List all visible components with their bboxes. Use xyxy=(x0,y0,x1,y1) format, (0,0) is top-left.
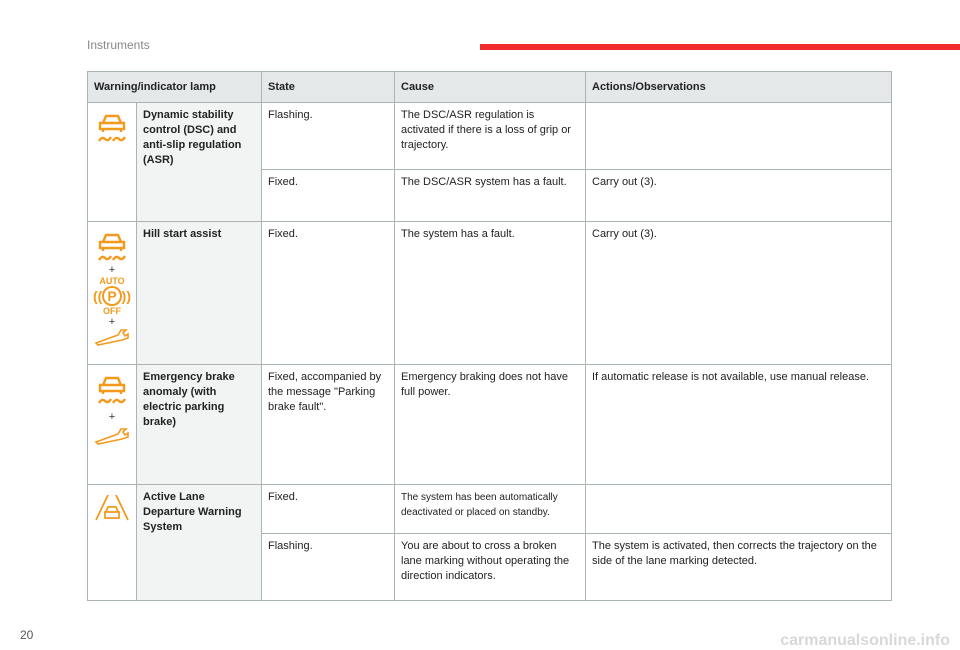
lamp-name: Dynamic stability control (DSC) and anti-slip regulation (ASR) xyxy=(137,103,262,222)
emergency-brake-icons xyxy=(88,365,137,485)
state: Fixed, accompanied by the message "Parking brake fault". xyxy=(262,365,395,485)
state: Fixed. xyxy=(262,222,395,365)
wrench-icon xyxy=(94,328,130,346)
page-number: 20 xyxy=(20,628,34,642)
section-title: Instruments xyxy=(87,38,150,52)
section-accent-bar xyxy=(480,44,960,50)
parking-p-icon: (( P )) xyxy=(93,288,131,304)
cause: The system has been automatically deactivated or placed on standby. xyxy=(395,485,586,534)
table-row xyxy=(88,103,892,170)
table-header xyxy=(88,72,892,103)
action: If automatic release is not available, use manual release. xyxy=(586,365,892,485)
hill-start-icons xyxy=(88,222,137,365)
watermark: carmanualsonline.info xyxy=(780,632,950,649)
state: Fixed. xyxy=(262,170,395,222)
plus-sign: + xyxy=(108,411,116,423)
action xyxy=(586,485,892,534)
auto-off-parking-icon xyxy=(92,276,132,316)
dsc-asr-icon xyxy=(95,373,129,407)
action: The system is activated, then corrects the trajectory on the side of the lane marking detected. xyxy=(586,534,892,601)
col-lamp: Warning/indicator lamp xyxy=(88,72,262,103)
col-state: State xyxy=(262,72,395,103)
cause: You are about to cross a broken lane marking without operating the direction indicators. xyxy=(395,534,586,601)
cause: Emergency braking does not have full power. xyxy=(395,365,586,485)
col-actions: Actions/Observations xyxy=(586,72,892,103)
state: Flashing. xyxy=(262,103,395,170)
lamp-name: Active Lane Departure Warning System xyxy=(137,485,262,601)
table-row xyxy=(88,365,892,485)
col-cause: Cause xyxy=(395,72,586,103)
off-label: OFF xyxy=(103,306,121,316)
action: Carry out (3). xyxy=(586,170,892,222)
state: Flashing. xyxy=(262,534,395,601)
wrench-icon xyxy=(94,427,130,445)
cause: The system has a fault. xyxy=(395,222,586,365)
lamp-name: Hill start assist xyxy=(137,222,262,365)
plus-sign: + xyxy=(108,316,116,328)
lane-departure-icon xyxy=(88,485,137,601)
action: Carry out (3). xyxy=(586,222,892,365)
dsc-asr-icon xyxy=(88,103,137,222)
dsc-asr-icon xyxy=(95,230,129,264)
state: Fixed. xyxy=(262,485,395,534)
lamp-name: Emergency brake anomaly (with electric parking brake) xyxy=(137,365,262,485)
plus-sign: + xyxy=(108,264,116,276)
action xyxy=(586,103,892,170)
auto-label: AUTO xyxy=(99,276,125,286)
cause: The DSC/ASR regulation is activated if there is a loss of grip or trajectory. xyxy=(395,103,586,170)
warning-lamp-table xyxy=(87,71,892,601)
cause: The DSC/ASR system has a fault. xyxy=(395,170,586,222)
p-label: P xyxy=(102,286,121,306)
table-row xyxy=(88,222,892,365)
table-row xyxy=(88,485,892,534)
